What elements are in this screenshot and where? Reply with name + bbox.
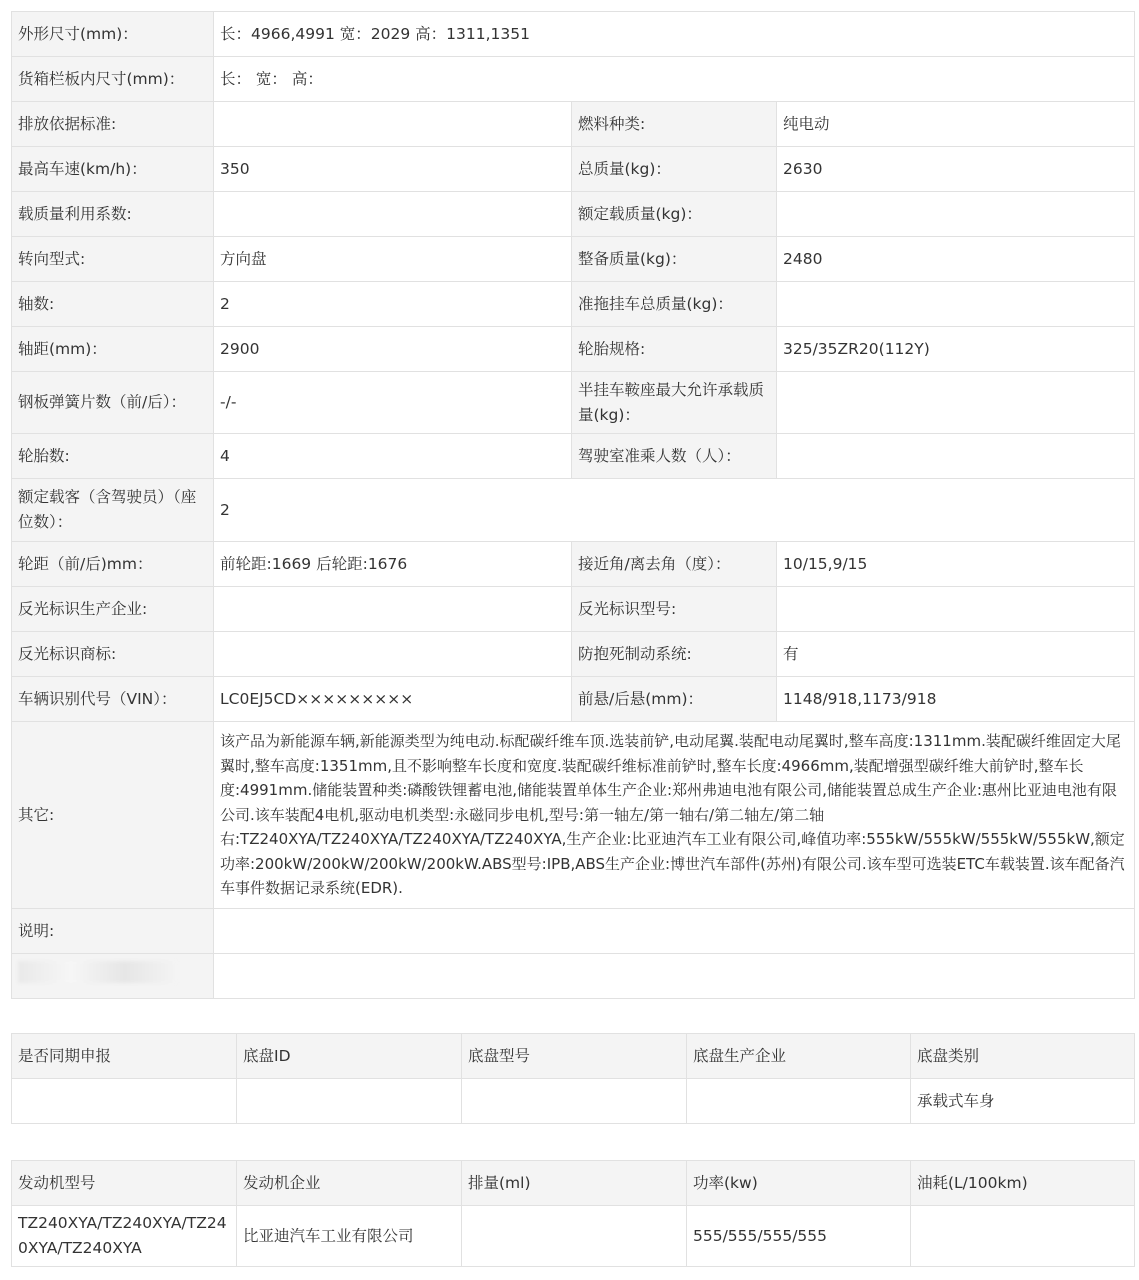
chassis-cell [12,1079,237,1124]
spec-label: 反光标识生产企业: [12,587,214,632]
chassis-header: 是否同期申报 [12,1034,237,1079]
spec-row-note [12,909,1135,954]
spec-row-passenger [12,479,1135,542]
spec-label: 防抱死制动系统: [572,632,777,677]
engine-cell: TZ240XYA/TZ240XYA/TZ240XYA/TZ240XYA [12,1206,237,1267]
chassis-header-row [12,1034,1135,1079]
engine-cell: 555/555/555/555 [687,1206,911,1267]
engine-header-row [12,1161,1135,1206]
spec-row [12,372,1135,434]
spec-label: 钢板弹簧片数（前/后）： [12,372,214,434]
spec-label: 车辆识别代号（VIN）： [12,677,214,722]
spec-value: 2630 [777,147,1135,192]
spec-value: 2480 [777,237,1135,282]
note-value [214,909,1135,954]
spec-value: 方向盘 [214,237,572,282]
blurred-text-image [18,961,178,983]
dims-label: 外形尺寸(mm)： [12,12,214,57]
engine-header: 发动机型号 [12,1161,237,1206]
spec-row [12,282,1135,327]
spec-label: 半挂车鞍座最大允许承载质量(kg)： [572,372,777,434]
spec-value [777,434,1135,479]
spec-value: LC0EJ5CD××××××××× [214,677,572,722]
chassis-header: 底盘生产企业 [687,1034,911,1079]
dims-value: 长：4966,4991 宽：2029 高：1311,1351 [214,12,1135,57]
spec-row [12,327,1135,372]
spec-value: 350 [214,147,572,192]
spec-value [214,587,572,632]
spec-label: 轮胎数: [12,434,214,479]
spec-label: 最高车速(km/h)： [12,147,214,192]
spec-row [12,192,1135,237]
spec-label: 排放依据标准: [12,102,214,147]
engine-header: 排量(ml) [462,1161,687,1206]
cargo-value: 长： 宽： 高： [214,57,1135,102]
spec-table [11,11,1135,999]
chassis-value-row [12,1079,1135,1124]
spec-row-dims [12,12,1135,57]
spec-label: 总质量(kg)： [572,147,777,192]
engine-cell [462,1206,687,1267]
cargo-label: 货箱栏板内尺寸(mm)： [12,57,214,102]
spec-label: 轴数: [12,282,214,327]
spec-value: 前轮距:1669 后轮距:1676 [214,542,572,587]
spec-value: 10/15,9/15 [777,542,1135,587]
spec-label: 准拖挂车总质量(kg)： [572,282,777,327]
spec-label: 燃料种类: [572,102,777,147]
spec-value [214,632,572,677]
engine-cell: 比亚迪汽车工业有限公司 [237,1206,462,1267]
spec-value [214,192,572,237]
spec-value: 325/35ZR20(112Y) [777,327,1135,372]
spec-label: 前悬/后悬(mm)： [572,677,777,722]
spec-label: 驾驶室准乘人数（人）： [572,434,777,479]
spec-label: 整备质量(kg)： [572,237,777,282]
spec-row [12,677,1135,722]
spec-label: 轮胎规格: [572,327,777,372]
spec-row [12,147,1135,192]
passenger-label: 额定载客（含驾驶员）（座位数）： [12,479,214,542]
spec-label: 反光标识型号: [572,587,777,632]
spec-row [12,632,1135,677]
spec-row [12,237,1135,282]
engine-table [11,1160,1135,1267]
spec-value [777,192,1135,237]
spec-value: 4 [214,434,572,479]
spec-row [12,542,1135,587]
engine-header: 油耗(L/100km) [911,1161,1135,1206]
spec-label: 接近角/离去角（度）： [572,542,777,587]
chassis-header: 底盘ID [237,1034,462,1079]
spec-value [777,282,1135,327]
spec-value: -/- [214,372,572,434]
spec-row-cargo [12,57,1135,102]
other-value: 该产品为新能源车辆,新能源类型为纯电动.标配碳纤维车顶.选装前铲,电动尾翼.装配电动尾翼时,整车高度:1311mm.装配碳纤维固定大尾翼时,整车高度:1351mm,且不影响整车长度和宽度.装配碳纤维标准前铲时,整车长度:4966mm,装配增强型碳纤维大前铲时,整车长度:4991mm.储能装置种类:磷酸铁锂蓄电池,储能装置单体生产企业:郑州弗迪电池有限公司,储能装置总成生产企业:惠州比亚迪电池有限公司.该车装配4电机,驱动电机类型:永磁同步电机,型号:第一轴左/第一轴右/第二轴左/第二轴右:TZ240XYA/TZ240XYA/TZ240XYA/TZ240XYA,生产企业:比亚迪汽车工业有限公司,峰值功率:555kW/555kW/555kW/555kW,额定功率:200kW/200kW/200kW/200kW.ABS型号:IPB,ABS生产企业:博世汽车部件(苏州)有限公司.该车型可选装ETC车载装置.该车配备汽车事件数据记录系统(EDR). [214,722,1135,909]
spec-value: 2 [214,282,572,327]
note-label: 说明: [12,909,214,954]
redacted-value [214,954,1135,999]
spec-value [214,102,572,147]
spec-value: 有 [777,632,1135,677]
chassis-header: 底盘型号 [462,1034,687,1079]
chassis-header: 底盘类别 [911,1034,1135,1079]
spec-value [777,587,1135,632]
spec-row-redacted [12,954,1135,999]
spec-value: 2900 [214,327,572,372]
chassis-cell [462,1079,687,1124]
spec-row-other [12,722,1135,909]
engine-cell [911,1206,1135,1267]
passenger-value: 2 [214,479,1135,542]
spec-row [12,587,1135,632]
spec-value [777,372,1135,434]
chassis-cell [687,1079,911,1124]
spec-label: 轮距（前/后)mm： [12,542,214,587]
spec-label: 反光标识商标: [12,632,214,677]
engine-value-row [12,1206,1135,1267]
other-label: 其它: [12,722,214,909]
chassis-cell: 承载式车身 [911,1079,1135,1124]
chassis-table [11,1033,1135,1124]
spec-label: 额定载质量(kg)： [572,192,777,237]
chassis-cell [237,1079,462,1124]
spec-row [12,102,1135,147]
engine-header: 功率(kw) [687,1161,911,1206]
spec-row [12,434,1135,479]
engine-header: 发动机企业 [237,1161,462,1206]
spec-label: 轴距(mm)： [12,327,214,372]
spec-label: 载质量利用系数: [12,192,214,237]
spec-label: 转向型式: [12,237,214,282]
redacted-label [12,954,214,999]
spec-value: 纯电动 [777,102,1135,147]
spec-value: 1148/918,1173/918 [777,677,1135,722]
